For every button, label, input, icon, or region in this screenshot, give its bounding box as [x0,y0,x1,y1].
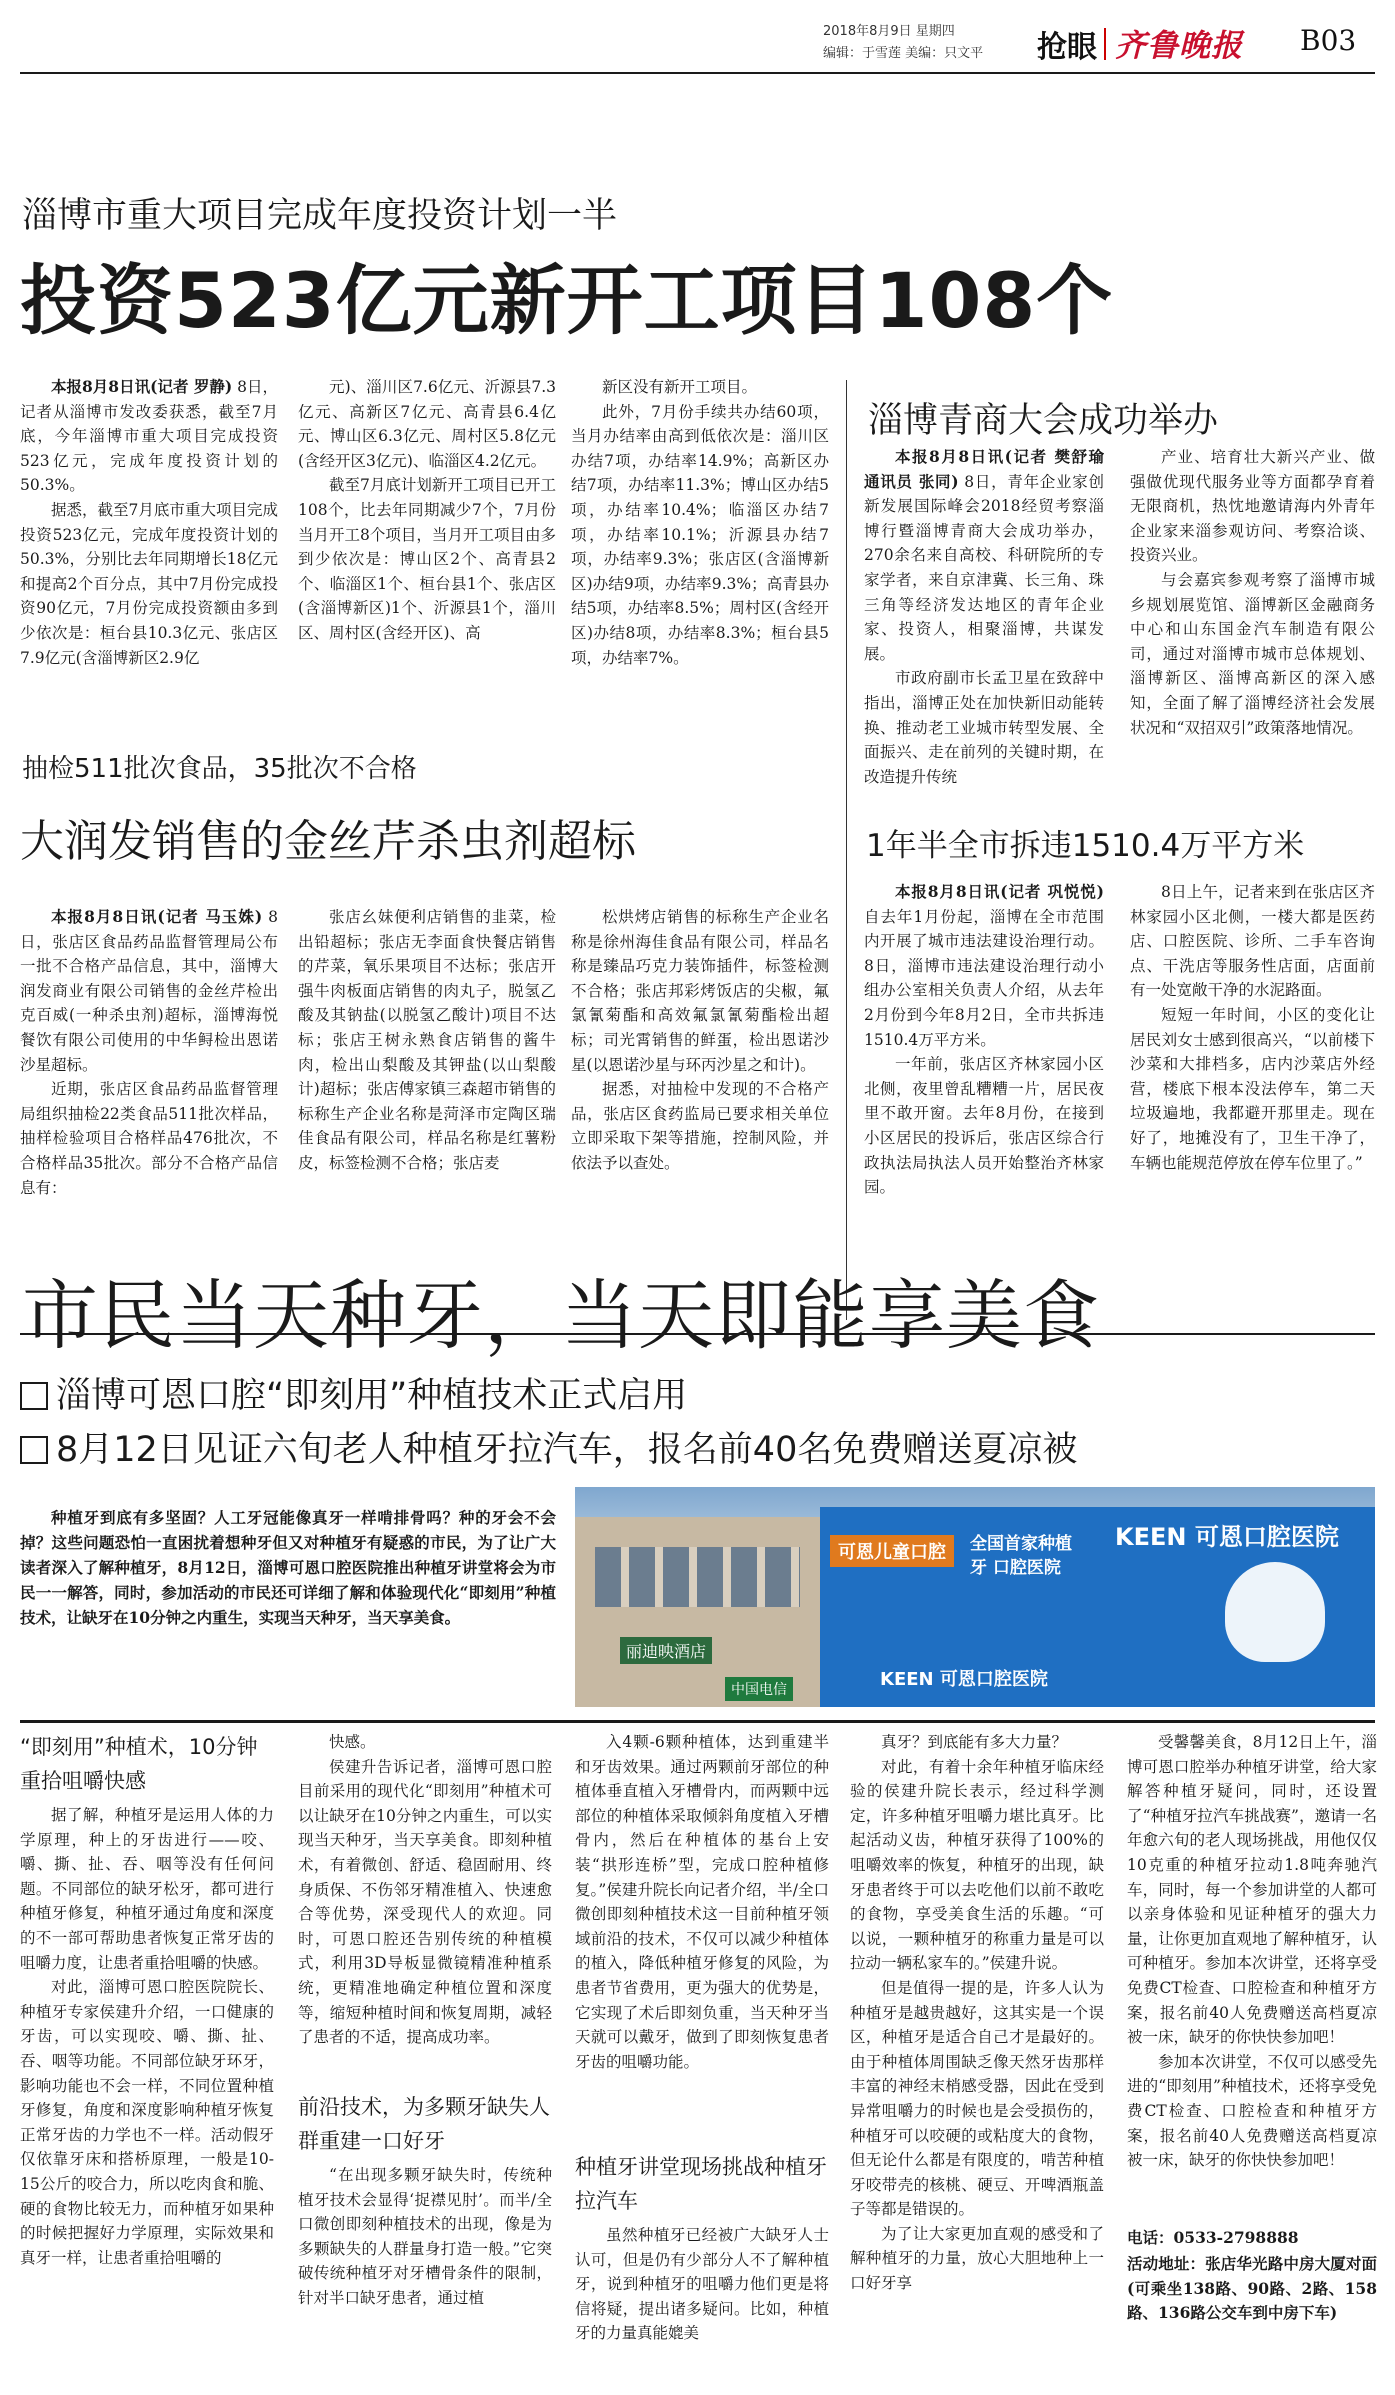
paragraph: 市政府副市长孟卫星在致辞中指出，淄博正处在加快新旧动能转换、推动老工业城市转型发展、全面振兴、走在前列的关键时期，在改造提升传统 [864,669,1104,786]
paragraph: “在出现多颗牙缺失时，传统种植牙技术会显得‘捉襟见肘’。而半/全口微创即刻种植技术的出现，像是为多颗缺失的人群量身打造一般。”它突破传统种植牙对牙槽骨条件的限制，针对半口缺牙患者，通过植 [298,2166,552,2307]
tooth-logo-icon [1225,1562,1325,1662]
article1-col1 [20,375,278,705]
article4-col2 [1130,880,1375,1320]
paragraph: 本报8月8日讯(记者 樊舒瑜 通讯员 张同) 8日，青年企业家创新发展国际峰会2018经贸考察淄博行暨淄博青商大会成功举办，270余名来自高校、科研院所的专家学者，来自京津冀、长三角、珠三角等经济发达地区的青年企业家、投资人，相聚淄博，共谋发展。 [864,447,1104,663]
masthead-rule [20,72,1375,74]
article3-kicker: 抽检511批次食品，35批次不合格 [22,754,417,784]
article5-headline [20,1247,34,1248]
paper-logo: 齐鲁晚报 [1115,28,1243,64]
photo-sign-kids: 可恩儿童口腔 [830,1535,954,1567]
article5-col3b [575,2223,829,2378]
article5-col3 [575,1730,829,2075]
paragraph: 虽然种植牙已经被广大缺牙人士认可，但是仍有少部分人不了解种植牙，说到种植牙的咀嚼力他们更是将信将疑，提出诸多疑问。比如，种植牙的力量真能媲美 [575,2226,829,2343]
masthead-date: 2018年8月9日 星期四 [823,24,955,39]
paragraph: 本报8月8日讯(记者 罗静) 8日，记者从淄博市发改委获悉，截至7月底，今年淄博市重大项目完成投资523亿元，完成年度投资计划的50.3%。 [20,377,278,495]
paragraph: 一年前，张店区齐林家园小区北侧，夜里曾乱糟糟一片，居民夜里不敢开窗。去年8月份，在接到小区居民的投诉后，张店区综合行政执法局执法人员开始整治齐林家园。 [864,1055,1104,1197]
clinic-photo [575,1487,1375,1707]
paragraph: 受馨馨美食，8月12日上午，淄博可恩口腔举办种植牙讲堂，给大家解答种植牙疑问，同时，还设置了“种植牙拉汽车挑战赛”，邀请一名年愈六旬的老人现场挑战，用他仅仅10克重的种植牙拉动1.8吨奔驰汽车，同时，每一个参加讲堂的人都可以亲身体验和见证种植牙的强大力量，让你更加直观地了解种植牙，认可种植牙。参加本次讲堂，还将享受免费CT检查、口腔检查和种植牙方案，报名前40人免费赠送高档夏凉被一床，缺牙的你快快参加吧！ [1127,1733,1377,2047]
paragraph: 据了解，种植牙是运用人体的力学原理，种上的牙齿进行——咬、嚼、撕、扯、吞、咽等没有任何问题。不同部位的缺牙松牙，都可进行种植牙修复，种植牙通过角度和深度的不一部可帮助患者恢复正常牙齿的咀嚼力度，让患者重拾咀嚼的快感。 [20,1806,274,1972]
article2-col1 [864,445,1104,790]
article5-col3-subhead: 种植牙讲堂现场挑战种植牙拉汽车 [575,2155,827,2213]
paragraph: 张店幺妹便利店销售的韭菜，检出铅超标；张店无李面食快餐店销售的芹菜，氧乐果项目不达标；张店开强牛肉板面店销售的肉丸子，脱氢乙酸及其钠盐(以脱氢乙酸计)项目不达标；张店王树永熟食店销售的酱牛肉，检出山梨酸及其钾盐(以山梨酸计)超标；张店傅家镇三森超市销售的标称生产企业名称是菏泽市定陶区瑞佳食品有限公司，样品名称是红薯粉皮，标签检测不合格；张店麦 [298,908,556,1172]
paragraph: 与会嘉宾参观考察了淄博市城乡规划展览馆、淄博新区金融商务中心和山东国金汽车制造有限公司，通过对淄博市城市总体规划、淄博新区、淄博高新区的深入感知，全面了解了淄博经济社会发展状况和“双招双引”政策落地情况。 [1130,570,1375,737]
section-name: 抢眼 [1037,30,1097,65]
photo-sign-keen: KEEN 可恩口腔医院 [1115,1523,1339,1551]
photo-sign-first: 全国首家种植牙 口腔医院 [970,1534,1072,1578]
paragraph: 侯建升告诉记者，淄博可恩口腔目前采用的现代化“即刻用”种植术可以让缺牙在10分钟之内重生，可以实现当天种牙，当天享美食。即刻种植术，有着微创、舒适、稳固耐用、终身质保、不伤邻牙精准植入、快速愈合等优势，深受现代人的欢迎。同时，可恩口腔还告别传统的种植模式，利用3D导板显微镜精准种植系统，更精准地确定种植位置和深度等，缩短种植时间和恢复周期，减轻了患者的不适，提高成功率。 [298,1757,552,2047]
article3-headline: 大润发销售的金丝芹杀虫剂超标 [20,816,636,867]
article5-headline-display: 市民当天种牙，当天即能享美食 [22,1271,1100,1360]
article5-sub1-text: 淄博可恩口腔“即刻用”种植技术正式启用 [56,1376,688,1416]
photo-sign-telecom: 中国电信 [725,1677,793,1701]
paragraph: 真牙？到底能有多大力量？ [881,1733,1068,1751]
article5-col2 [298,1730,552,2075]
paragraph: 此外，7月份手续共办结60项，当月办结率由高到低依次是：淄川区办结7项，办结率14.9%；高新区办结7项，办结率11.3%；博山区办结5项，办结率10.4%；临淄区办结7项，办结率10.1%；沂源县办结7项，办结率9.3%；张店区(含淄博新区)办结9项，办结率9.3%；高青县办结5项，办结率8.5%；周村区(含经开区)办结8项，办结率8.3%；桓台县5项，办结率7%。 [571,402,829,667]
masthead-divider [1104,28,1106,60]
article1-col3 [571,375,829,705]
article5-col2b [298,2163,552,2378]
article2-headline: 淄博青商大会成功举办 [868,401,1219,441]
article4-col1 [864,880,1104,1320]
article1-col2 [298,375,556,705]
masthead-editors: 编辑：于雪莲 美编：只文平 [823,46,984,61]
paragraph: 短短一年时间，小区的变化让居民刘女士感到很高兴，“以前楼下沙菜和大排档多，店内沙菜店外经营，楼底下根本没法停车，第二天垃圾遍地，我都避开那里走。现在好了，地摊没有了，卫生干净了，车辆也能规范停放在停车位里了。” [1130,1005,1375,1172]
page-number: B03 [1300,24,1357,57]
paragraph: 但是值得一提的是，许多人认为种植牙是越贵越好，这其实是一个误区，种植牙是适合自己才是最好的。由于种植体周围缺乏像天然牙齿那样丰富的神经末梢感受器，因此在受到异常咀嚼力的时候也是会受损伤的，种植牙可以咬硬的或粘度大的食物，但无论什么都是有限度的，啃苦种植牙咬带壳的核桃、硬豆、开啤酒瓶盖子等都是错误的。 [850,1978,1104,2219]
article2-col2 [1130,445,1375,790]
article5-col1 [20,1803,274,2378]
article1-headline: 投资523亿元新开工项目108个 [20,256,1114,345]
paragraph: 入4颗-6颗种植体，达到重建半和牙齿效果。通过两颗前牙部位的种植体垂直植入牙槽骨内，而两颗中远部位的种植体采取倾斜角度植入牙槽骨内，然后在种植体的基台上安装“拱形连桥”型，完成口腔种植修复。”侯建升院长向记者介绍，半/全口微创即刻种植技术这一目前种植牙领域前沿的技术，不仅可以减少种植体的植入，降低种植牙修复的风险，为患者节省费用，更为强大的优势是，它实现了术后即刻负重，当天种牙当天就可以戴牙，做到了即刻恢复患者牙齿的咀嚼功能。 [575,1733,829,2071]
photo-sign-hotel: 丽迪映酒店 [620,1637,712,1664]
article5-col4 [850,1730,1104,2378]
paragraph: 参加本次讲堂，不仅可以感受先进的“即刻用”种植技术，还将享受免费CT检查、口腔检查和种植牙方案，报名前40人免费赠送高档夏凉被一床，缺牙的你快快参加吧！ [1127,2052,1377,2170]
article5-sub2-text: 8月12日见证六旬老人种植牙拉汽车，报名前40名免费赠送夏凉被 [56,1430,1078,1470]
article5-sub2 [20,1422,1077,1472]
paragraph: 松烘烤店销售的标称生产企业名称是徐州海佳食品有限公司，样品名称是臻品巧克力装饰插件，标签检测不合格；张店邦彩烤饭店的尖椒，氟氯氰菊酯和高效氟氯氰菊酯检出超标；司光霄销售的鲜蛋，检出恩诺沙星(以恩诺沙星与环丙沙星之和计)。 [571,908,829,1074]
paragraph: 产业、培育壮大新兴产业、做强做优现代服务业等方面都孕育着无限商机，热忱地邀请海内外青年企业家来淄参观访问、考察洽谈、投资兴业。 [1130,448,1375,565]
paragraph: 近期，张店区食品药品监督管理局组织抽检22类食品511批次样品，抽样检验项目合格样品476批次，不合格样品35批次。部分不合格产品信息有： [20,1080,278,1197]
paragraph: 对此，淄博可恩口腔医院院长、种植牙专家侯建升介绍，一口健康的牙齿，可以实现咬、嚼、撕、扯、吞、咽等功能。不同部位缺牙环牙，影响功能也不会一样，不同位置种植牙修复，角度和深度影响种植牙恢复正常牙齿的力学也不一样。活动假牙仅依靠牙床和搭桥原理，一般是10-15公斤的咬合力，所以吃肉食和脆、硬的食物比较无力，而种植牙如果种的时候把握好力学原理，实际效果和真牙一样，让患者重拾咀嚼的 [20,1978,274,2267]
article5-col1-subhead: “即刻用”种植术，10分钟重拾咀嚼快感 [20,1735,258,1793]
article5-address: 活动地址：张店华光路中房大厦对面(可乘坐138路、90路、2路、158路、136路公交车到中房下车) [1127,2254,1377,2323]
article5-sub1 [20,1368,687,1418]
article4-headline: 1年半全市拆违1510.4万平方米 [866,828,1305,864]
article1-vrule [846,380,847,1320]
photo-sign-keen-lower: KEEN 可恩口腔医院 [880,1669,1048,1690]
paragraph: 对此，有着十余年种植牙临床经验的侯建升院长表示，经过科学测定，许多种植牙咀嚼力堪比真牙。比起活动义齿，种植牙获得了100%的咀嚼效率的恢复，种植牙的出现，缺牙患者终于可以去吃他们以前不敢吃的食物，享受美食生活的乐趣。“可以说，一颗种植牙的称重力量是可以拉动一辆私家车的。”侯建升说。 [850,1757,1104,1973]
building-left-windows [595,1547,800,1607]
article1-kicker: 淄博市重大项目完成年度投资计划一半 [22,196,618,236]
paragraph: 为了让大家更加直观的感受和了解种植牙的力量，放心大胆地种上一口好牙享 [850,2224,1104,2293]
paragraph: 本报8月8日讯(记者 巩悦悦) 自去年1月份起，淄博在全市范围内开展了城市违法建设治理行动。8日，淄博市违法建设治理行动小组办公室相关负责人介绍，从去年2月份到今年8月2日，全市共拆违1510.4万平方米。 [864,882,1104,1049]
paragraph: 8日上午，记者来到在张店区齐林家园小区北侧，一楼大都是医药店、口腔医院、诊所、二手车咨询点、干洗店等服务性店面，店面前有一处宽敞干净的水泥路面。 [1130,883,1375,1000]
paragraph: 据悉，截至7月底市重大项目完成投资523亿元，完成年度投资计划的50.3%，分别比去年同期增长18亿元和提高2个百分点，其中7月份完成投资90亿元，7月份完成投资额由多到少依次是：桓台县10.3亿元、张店区7.9亿元(含淄博新区2.9亿 [20,500,278,667]
article5-phone: 电话：0533-2798888 [1127,2228,1299,2247]
paragraph: 新区没有新开工项目。 [602,378,758,396]
square-bullet-icon [20,1436,48,1464]
article5-intro: 种植牙到底有多坚固？人工牙冠能像真牙一样啃排骨吗？种的牙会不会掉？这些问题恐怕一直困扰着想种牙但又对种植牙有疑惑的市民，为了让广大读者深入了解种植牙，8月12日，淄博可恩口腔医院推出种植牙讲堂将会为市民一一解答，同时，参加活动的市民还可详细了解和体验现代化“即刻用”种植技术，让缺牙在10分钟之内重生，实现当天种牙，当天享美食。 [20,1508,556,1627]
paragraph: 截至7月底计划新开工项目已开工108个，比去年同期减少7个，7月份当月开工8个项目，当月开工项目由多到少依次是：博山区2个、高青县2个、临淄区1个、桓台县1个、张店区(含淄博新区)1个、沂源县1个，淄川区、周村区(含经开区)、高 [298,476,556,642]
article5-col2-subhead: 前沿技术，为多颗牙缺失人群重建一口好牙 [298,2095,550,2153]
paragraph: 快感。 [329,1733,376,1751]
article5-col5 [1127,1730,1377,2220]
intro-rule [20,1720,1375,1723]
paragraph: 据悉，对抽检中发现的不合格产品，张店区食药监局已要求相关单位立即采取下架等措施，控制风险，并依法予以查处。 [571,1080,829,1172]
paragraph: 本报8月8日讯(记者 马玉姝) 8日，张店区食品药品监督管理局公布一批不合格产品信息，其中，淄博大润发商业有限公司销售的金丝芹检出克百威(一种杀虫剂)超标，淄博海悦餐饮有限公司使用的中华鲟检出恩诺沙星超标。 [20,907,278,1074]
square-bullet-icon [20,1382,48,1410]
paragraph: 元)、淄川区7.6亿元、沂源县7.3亿元、高新区7亿元、高青县6.4亿元、博山区6.3亿元、周村区5.8亿元(含经开区3亿元)、临淄区4.2亿元。 [298,378,556,470]
